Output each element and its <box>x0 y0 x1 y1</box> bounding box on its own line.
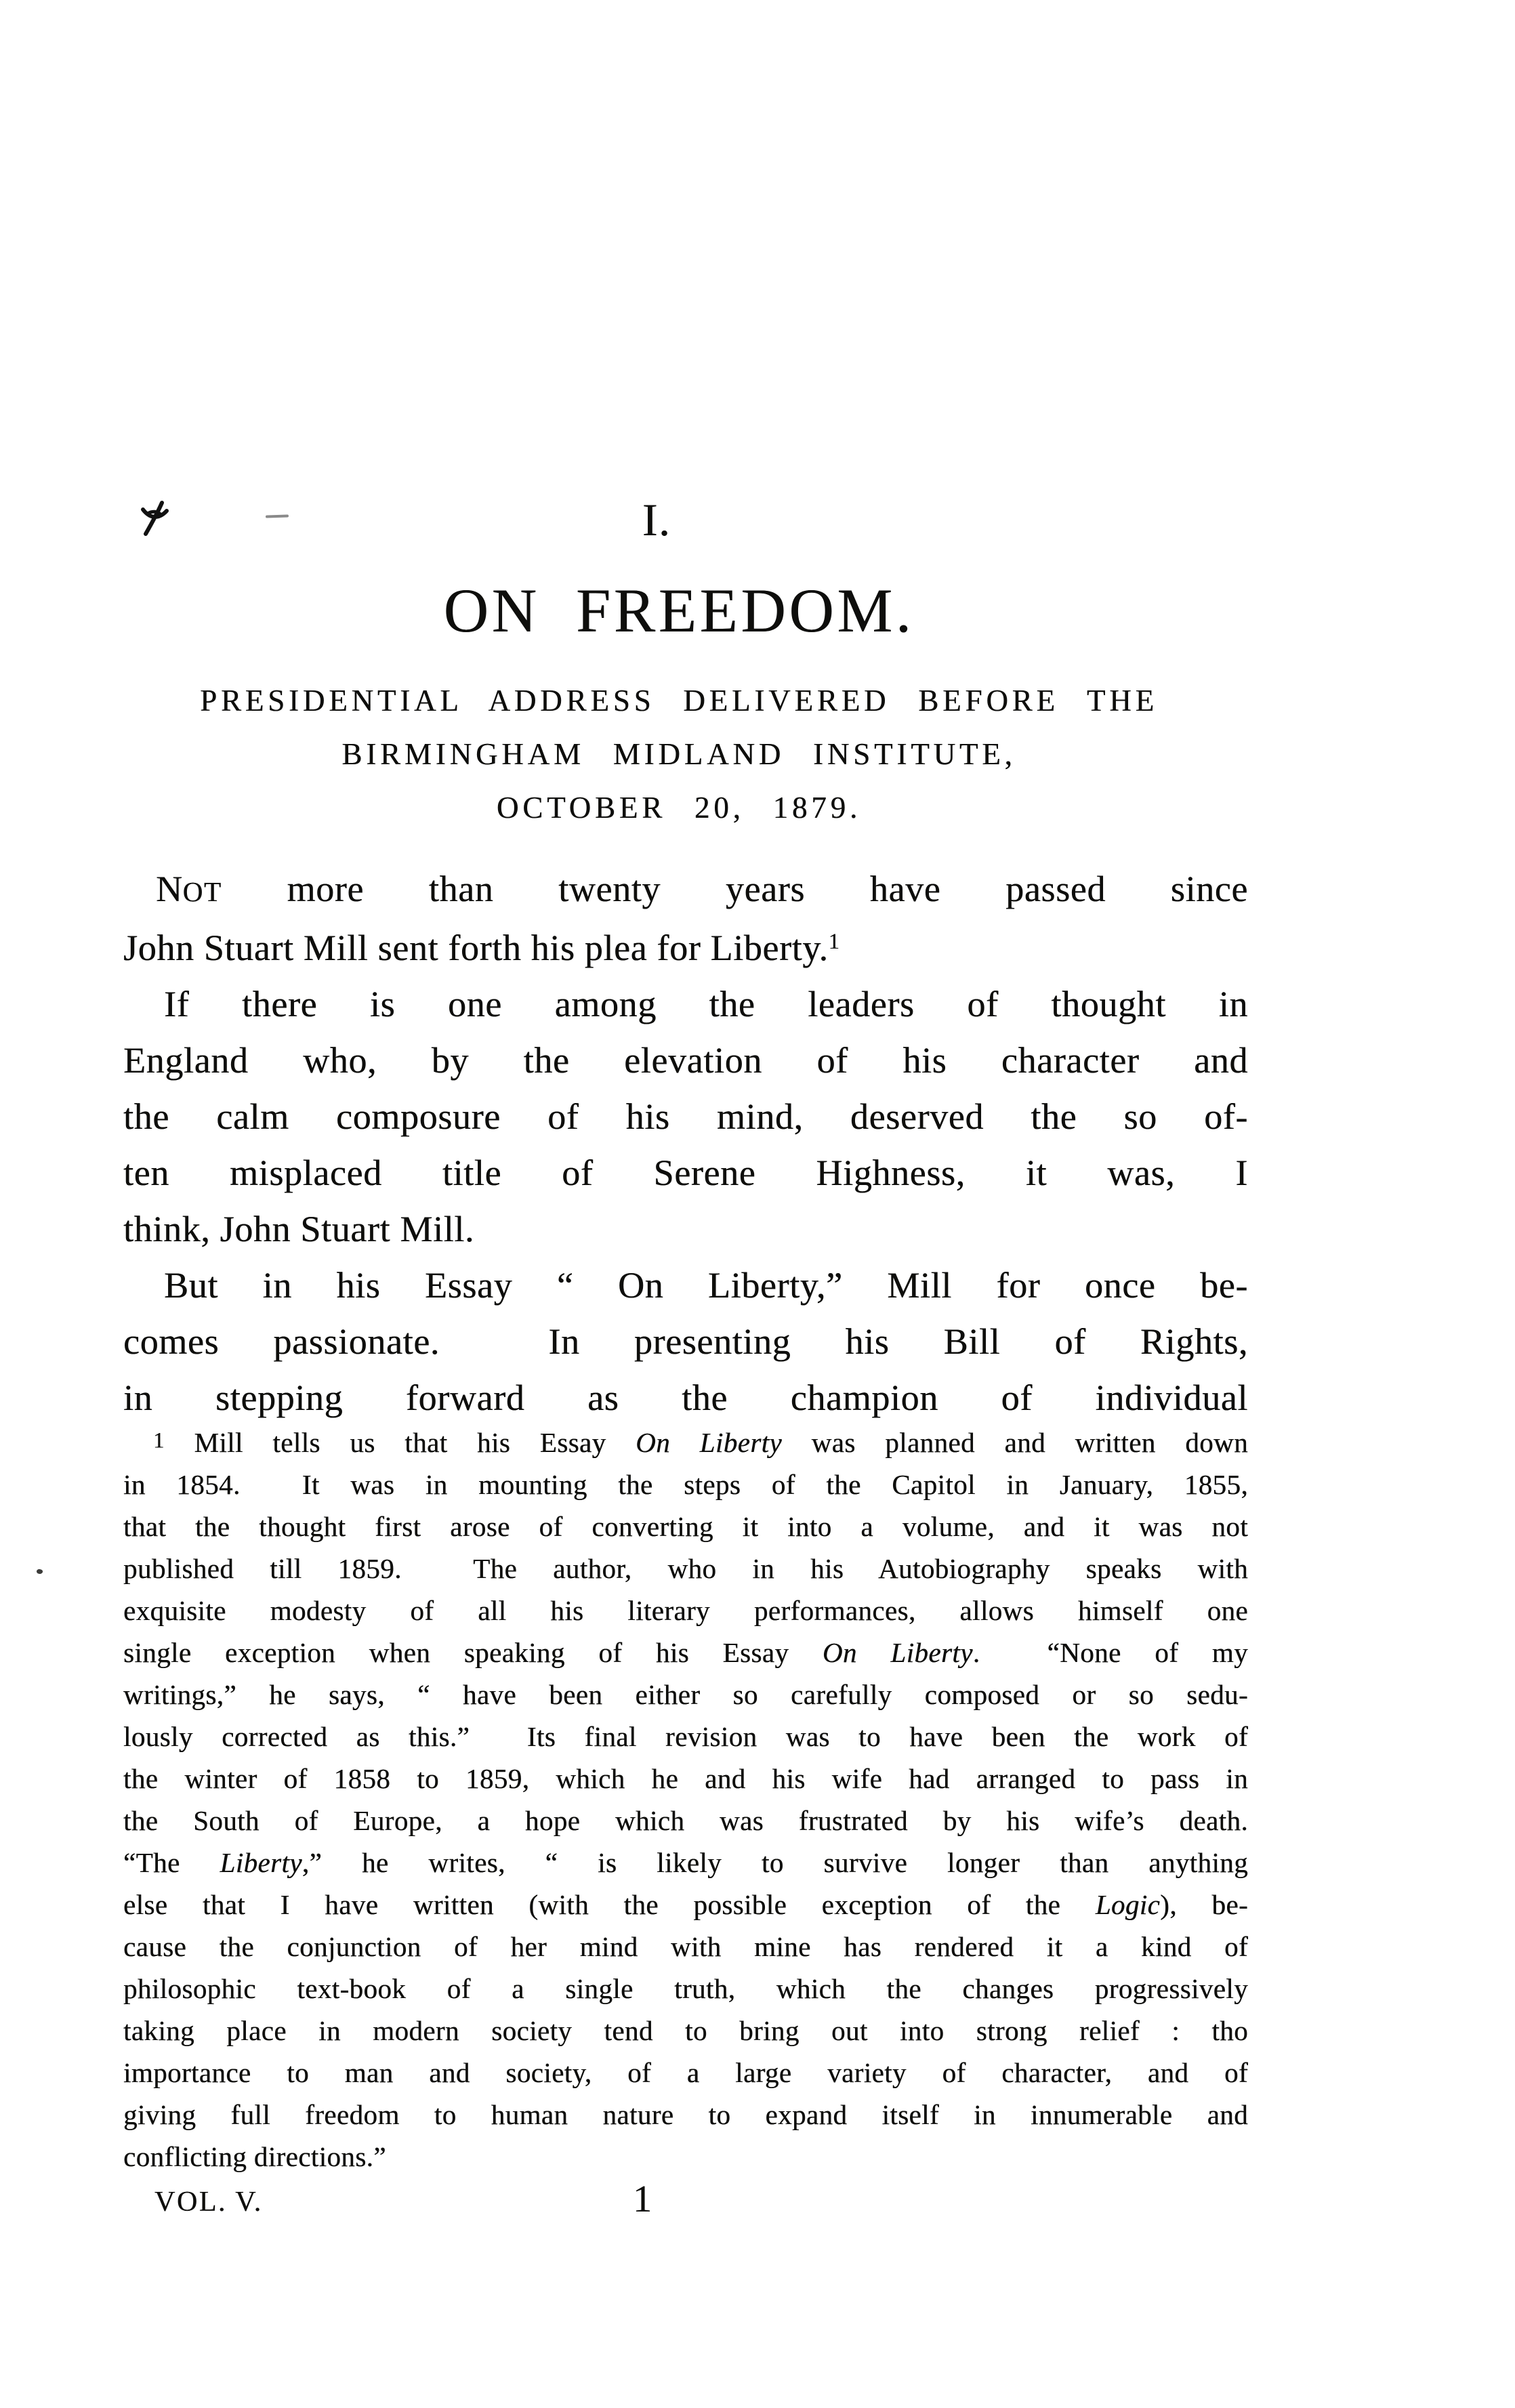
paragraph <box>123 976 1248 1258</box>
footnote-line: taking place in modern society tend to bring out into strong relief : tho <box>123 2015 1248 2046</box>
body-line: But in his Essay “ On Liberty,” Mill for once be- <box>164 1265 1248 1306</box>
paragraph <box>123 1421 1248 2178</box>
volume-label: VOL. V. <box>154 2186 263 2218</box>
body-text <box>123 861 1248 1426</box>
page-footer <box>123 2178 1248 2239</box>
body-line: NOT more than twenty years have passed since <box>156 869 1248 909</box>
footnote-line: exquisite modesty of all his literary performances, allows himself one <box>123 1595 1248 1626</box>
footnote-line: conflicting directions.” <box>123 2141 386 2172</box>
footnote-line: single exception when speaking of his Essay On Liberty. “None of my <box>123 1637 1248 1668</box>
ink-dot-mark <box>36 1569 43 1575</box>
footnote-line: giving full freedom to human nature to expand itself in innumerable and <box>123 2099 1248 2130</box>
footnote-line: writings,” he says, “ have been either so carefully composed or so sedu- <box>123 1679 1248 1710</box>
body-line: John Stuart Mill sent forth his plea for Liberty.$^1$ <box>123 928 840 968</box>
footnote-line: “The Liberty,” he writes, “ is likely to survive longer than anything <box>123 1847 1248 1878</box>
subtitle <box>123 674 1234 835</box>
footnote-line: lously corrected as this.” Its final revision was to have been the work of <box>123 1721 1248 1752</box>
footnote-line: the winter of 1858 to 1859, which he and his wife had arranged to pass in <box>123 1763 1248 1794</box>
body-line: If there is one among the leaders of thought in <box>164 984 1248 1024</box>
body-line: ten misplaced title of Serene Highness, it was, I <box>123 1153 1248 1193</box>
subtitle-line: PRESIDENTIAL ADDRESS DELIVERED BEFORE THE <box>200 684 1158 718</box>
subtitle-line: BIRMINGHAM MIDLAND INSTITUTE, <box>341 737 1016 771</box>
page-title: ON FREEDOM. <box>443 576 915 645</box>
body-line: England who, by the elevation of his character and <box>123 1040 1248 1081</box>
subtitle-line: OCTOBER 20, 1879. <box>496 791 862 825</box>
body-line: think, John Stuart Mill. <box>123 1209 475 1249</box>
section-number: I. <box>642 494 671 545</box>
body-line: in stepping forward as the champion of individual <box>123 1377 1248 1418</box>
body-line: comes passionate. In presenting his Bill of Rights, <box>123 1321 1248 1362</box>
footnote-line: $^1$ Mill tells us that his Essay On Liberty was planned and written down <box>153 1427 1248 1458</box>
footnote-line: that the thought first arose of converting it into a volume, and it was not <box>123 1511 1248 1542</box>
footnote <box>123 1421 1248 2178</box>
paragraph <box>123 861 1248 976</box>
footnote-line: philosophic text-book of a single truth, which the changes progressively <box>123 1973 1248 2004</box>
paragraph <box>123 1258 1248 1426</box>
footnote-line: else that I have written (with the possible exception of the Logic), be- <box>123 1889 1249 1920</box>
page-number: 1 <box>633 2178 652 2220</box>
footnote-line: in 1854. It was in mounting the steps of the Capitol in January, 1855, <box>123 1469 1248 1500</box>
body-line: the calm composure of his mind, deserved the so of- <box>123 1096 1248 1137</box>
footnote-line: cause the conjunction of her mind with mine has rendered it a kind of <box>123 1931 1248 1962</box>
footnote-line: importance to man and society, of a large variety of character, and of <box>123 2057 1248 2088</box>
footnote-line: published till 1859. The author, who in his Autobiography speaks with <box>123 1553 1248 1584</box>
footnote-line: the South of Europe, a hope which was frustrated by his wife’s death. <box>123 1805 1248 1836</box>
